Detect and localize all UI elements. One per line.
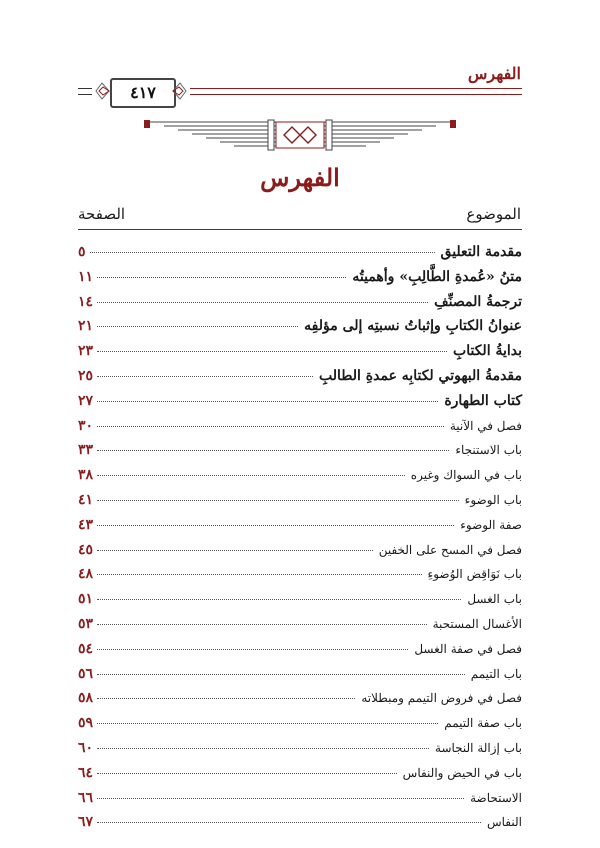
toc-entry-title: الاستحاضة bbox=[470, 790, 522, 805]
dot-leader bbox=[97, 599, 461, 600]
dot-leader bbox=[97, 475, 405, 476]
toc-entry-page: ٢٧ bbox=[78, 392, 94, 409]
page-title: الفهرس bbox=[260, 163, 340, 192]
toc-entry-page: ٦٠ bbox=[78, 739, 94, 756]
toc-entry[interactable] bbox=[78, 492, 522, 517]
toc-entry-title: بدايةُ الكتابِ bbox=[453, 343, 522, 360]
dot-leader bbox=[97, 450, 449, 451]
toc-entry-page: ٥٩ bbox=[78, 715, 94, 732]
toc-entry-title: باب في الحيض والنفاس bbox=[402, 765, 522, 780]
dot-leader bbox=[97, 723, 438, 724]
toc-entry-title: مقدمةُ البهوتي لكتابِه عمدةِ الطالبِ bbox=[319, 367, 522, 384]
toc-entry-page: ٤٣ bbox=[78, 516, 94, 533]
toc-entry-title: مقدمة التعليق bbox=[440, 244, 522, 260]
toc-entry[interactable] bbox=[78, 542, 522, 567]
dot-leader bbox=[97, 376, 313, 377]
toc-entry-page: ١١ bbox=[78, 268, 94, 285]
toc-entry-page: ٥٨ bbox=[78, 690, 94, 707]
dot-leader bbox=[97, 649, 408, 650]
toc-entry[interactable] bbox=[78, 641, 522, 666]
toc-entry[interactable] bbox=[78, 294, 522, 319]
toc-entry-page: ٤٥ bbox=[78, 541, 94, 558]
toc-entry-page: ٢١ bbox=[78, 318, 94, 335]
toc-entry-title: باب الاستنجاء bbox=[455, 443, 522, 458]
toc-entry-page: ٥٣ bbox=[78, 615, 94, 632]
toc-entry[interactable] bbox=[78, 393, 522, 418]
column-header-rule bbox=[78, 229, 522, 230]
toc-entry-page: ٦٤ bbox=[78, 764, 94, 781]
toc-entry-title: باب في السواك وغيره bbox=[410, 468, 522, 483]
dot-leader bbox=[97, 302, 428, 303]
dot-leader bbox=[97, 277, 346, 278]
toc-entry[interactable] bbox=[78, 467, 522, 492]
dot-leader bbox=[97, 822, 481, 823]
toc-entry-title: النفاس bbox=[487, 815, 522, 830]
toc-entry[interactable] bbox=[78, 517, 522, 542]
dot-leader bbox=[97, 326, 298, 327]
title-banner-icon bbox=[144, 118, 456, 154]
column-header-page: الصفحة bbox=[78, 205, 126, 223]
toc-entry[interactable] bbox=[78, 566, 522, 591]
toc-entry-page: ٣٠ bbox=[78, 417, 94, 434]
toc-entry[interactable] bbox=[78, 343, 522, 368]
dot-leader bbox=[97, 574, 422, 575]
toc-entry-page: ٦٦ bbox=[78, 789, 94, 806]
toc-entry[interactable] bbox=[78, 442, 522, 467]
toc-entry[interactable] bbox=[78, 765, 522, 790]
toc-entry-page: ٢٥ bbox=[78, 367, 94, 384]
toc-entry[interactable] bbox=[78, 690, 522, 715]
toc-entry-title: باب التيمم bbox=[470, 666, 522, 681]
toc-entry-page: ٥ bbox=[78, 244, 86, 260]
toc-entry-page: ٦٧ bbox=[78, 814, 94, 831]
toc-entry-title: ترجمةُ المصنِّفِ bbox=[434, 293, 522, 310]
toc-entry[interactable] bbox=[78, 666, 522, 691]
toc-entry-title: باب صفة التيمم bbox=[444, 716, 522, 731]
page-number: ٤١٧ bbox=[110, 78, 176, 108]
toc-entry-page: ٤٨ bbox=[78, 566, 94, 583]
toc-entry-page: ٣٣ bbox=[78, 442, 94, 459]
toc-entry-title: باب الوضوء bbox=[464, 492, 522, 507]
toc-entry-title: كتاب الطهارة bbox=[444, 392, 522, 409]
toc-entry[interactable] bbox=[78, 368, 522, 393]
dot-leader bbox=[97, 624, 427, 625]
toc-entry[interactable] bbox=[78, 616, 522, 641]
toc-entry-page: ٢٣ bbox=[78, 343, 94, 360]
dot-leader bbox=[97, 401, 438, 402]
ornament-right-icon bbox=[172, 79, 188, 103]
toc-entry-title: باب إزالة النجاسة bbox=[435, 740, 522, 755]
toc-entry[interactable] bbox=[78, 269, 522, 294]
header-rule-left bbox=[78, 88, 92, 89]
toc-entry[interactable] bbox=[78, 740, 522, 765]
toc-entry-title: عنوانُ الكتابِ وإثباتُ نسبتِه إلى مؤلفِه bbox=[304, 318, 522, 335]
toc-entry-page: ٥١ bbox=[78, 591, 94, 608]
dot-leader bbox=[97, 500, 459, 501]
toc-entry[interactable] bbox=[78, 418, 522, 443]
toc-entry-page: ١٤ bbox=[78, 293, 94, 310]
toc-entry-title: باب نَوَاقِض الوُضوءِ bbox=[427, 567, 522, 582]
dot-leader bbox=[97, 748, 429, 749]
header-rule bbox=[190, 94, 522, 95]
column-header-topic: الموضوع bbox=[466, 205, 521, 223]
dot-leader bbox=[90, 252, 435, 253]
toc-entry[interactable] bbox=[78, 814, 522, 839]
dot-leader bbox=[97, 698, 355, 699]
toc-entry[interactable] bbox=[78, 318, 522, 343]
toc-entry-title: متنُ «عُمدةِ الطَّالِبِ» وأهميتُه bbox=[352, 268, 522, 285]
toc-entry-title: الأغسال المستحبة bbox=[432, 616, 522, 631]
toc-entry[interactable] bbox=[78, 790, 522, 815]
toc-entry-page: ٤١ bbox=[78, 491, 94, 508]
toc-entry-page: ٥٤ bbox=[78, 640, 94, 657]
dot-leader bbox=[97, 773, 397, 774]
toc-entry-title: صفة الوضوء bbox=[460, 517, 522, 532]
toc-entry-title: فصل في المسح على الخفين bbox=[378, 542, 522, 557]
ornament-left-icon bbox=[94, 79, 110, 103]
dot-leader bbox=[97, 798, 464, 799]
header-rule-left bbox=[78, 94, 92, 95]
toc-entry[interactable] bbox=[78, 715, 522, 740]
toc-entry[interactable] bbox=[78, 244, 522, 269]
dot-leader bbox=[97, 550, 373, 551]
toc-entry-page: ٣٨ bbox=[78, 467, 94, 484]
toc-entry-title: باب الغسل bbox=[467, 592, 522, 607]
dot-leader bbox=[97, 351, 447, 352]
toc-entry-title: فصل في فروض التيمم ومبطلاته bbox=[361, 691, 522, 706]
dot-leader bbox=[97, 525, 454, 526]
toc-entry-title: فصل في صفة الغسل bbox=[414, 641, 522, 656]
toc-entry-page: ٥٦ bbox=[78, 665, 94, 682]
header-rule bbox=[190, 88, 522, 89]
toc-entry[interactable] bbox=[78, 591, 522, 616]
running-header-title: الفهرس bbox=[467, 64, 521, 83]
dot-leader bbox=[97, 426, 444, 427]
dot-leader bbox=[97, 674, 465, 675]
toc-entry-title: فصل في الآنية bbox=[449, 418, 522, 433]
toc-list bbox=[78, 244, 522, 839]
